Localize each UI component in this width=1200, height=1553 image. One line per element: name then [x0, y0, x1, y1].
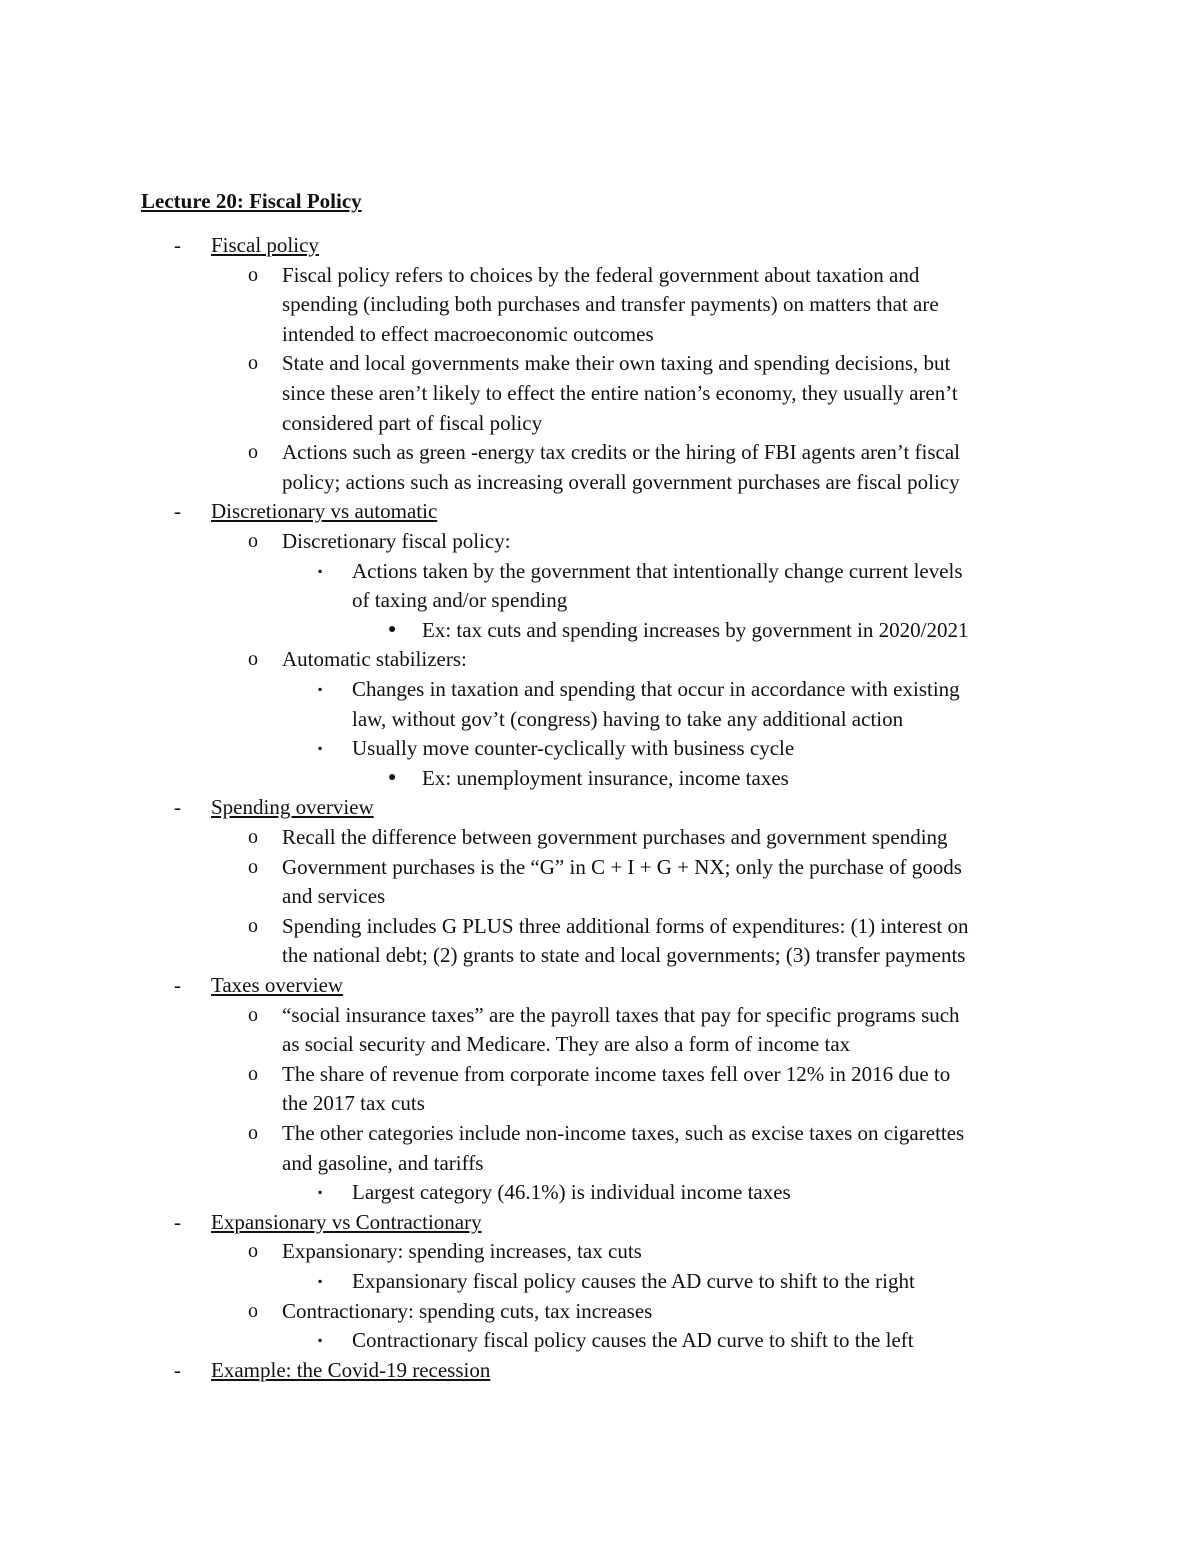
- outline-line-level-3: Contractionary fiscal policy causes the AD curve to shift to the left: [352, 1328, 914, 1353]
- dash-marker: -: [174, 1357, 181, 1382]
- square-bullet-icon: ▪: [318, 1185, 323, 1200]
- circle-bullet-icon: o: [248, 914, 258, 937]
- outline-line-level-2: Spending includes G PLUS three additional forms of expenditures: (1) interest on: [282, 913, 969, 938]
- square-bullet-icon: ▪: [318, 682, 323, 696]
- outline-line-level-2: the 2017 tax cuts: [282, 1091, 425, 1116]
- document-title: Lecture 20: Fiscal Policy: [141, 189, 362, 213]
- outline-line-level-2: The share of revenue from corporate income taxes fell over 12% in 2016 due to: [282, 1061, 951, 1086]
- outline-line-level-4: Ex: unemployment insurance, income taxes: [422, 765, 789, 790]
- section-heading: Fiscal policy: [211, 233, 319, 257]
- dash-marker: -: [174, 233, 181, 257]
- square-bullet-icon: ▪: [318, 1333, 323, 1348]
- circle-bullet-icon: o: [248, 530, 258, 552]
- circle-bullet-icon: o: [248, 352, 258, 375]
- dash-marker: -: [174, 499, 181, 524]
- circle-bullet-icon: o: [248, 1240, 258, 1263]
- outline-line-level-2: Government purchases is the “G” in C + I + G + NX; only the purchase of goods: [282, 854, 962, 879]
- circle-bullet-icon: o: [248, 855, 258, 878]
- outline-line-level-2: Fiscal policy refers to choices by the federal government about taxation and: [282, 262, 920, 287]
- circle-bullet-icon: o: [248, 441, 258, 464]
- outline-line-level-2: State and local governments make their own taxing and spending decisions, but: [282, 351, 951, 376]
- outline-line-level-2: and gasoline, and tariffs: [282, 1150, 484, 1175]
- dash-marker: -: [174, 1209, 181, 1234]
- square-bullet-icon: ▪: [318, 563, 323, 578]
- section-heading: Taxes overview: [211, 973, 344, 997]
- circle-bullet-icon: o: [248, 648, 258, 671]
- outline-line-level-2: Automatic stabilizers:: [282, 647, 467, 672]
- outline-line-level-2: Actions such as green -energy tax credits or the hiring of FBI agents aren’t fiscal: [282, 440, 961, 465]
- outline-line-level-2: and services: [282, 884, 386, 909]
- round-bullet-icon: ●: [388, 769, 397, 785]
- round-bullet-icon: ●: [388, 621, 397, 637]
- section-heading: Expansionary vs Contractionary: [211, 1209, 482, 1234]
- section-heading: Spending overview: [211, 795, 374, 820]
- outline-line-level-2: Recall the difference between government purchases and government spending: [282, 825, 948, 849]
- circle-bullet-icon: o: [248, 263, 258, 286]
- outline-line-level-2: policy; actions such as increasing overall government purchases are fiscal policy: [282, 469, 960, 494]
- outline-line-level-2: “social insurance taxes” are the payroll taxes that pay for specific programs such: [282, 1002, 960, 1027]
- outline-line-level-3: Expansionary fiscal policy causes the AD curve to shift to the right: [352, 1269, 915, 1293]
- square-bullet-icon: ▪: [318, 1274, 323, 1288]
- square-bullet-icon: ▪: [318, 741, 323, 756]
- section-heading: Discretionary vs automatic: [211, 499, 438, 524]
- outline-line-level-3: Actions taken by the government that intentionally change current levels: [352, 558, 963, 583]
- outline-line-level-2: spending (including both purchases and transfer payments) on matters that are: [282, 292, 939, 317]
- circle-bullet-icon: o: [248, 1299, 258, 1322]
- outline-line-level-2: Contractionary: spending cuts, tax increases: [282, 1298, 653, 1323]
- circle-bullet-icon: o: [248, 1003, 258, 1026]
- outline-line-level-2: the national debt; (2) grants to state and local governments; (3) transfer payments: [282, 943, 966, 968]
- circle-bullet-icon: o: [248, 1122, 258, 1144]
- dash-marker: -: [174, 973, 181, 997]
- outline-line-level-2: as social security and Medicare. They are also a form of income tax: [282, 1032, 851, 1057]
- circle-bullet-icon: o: [248, 1062, 258, 1085]
- section-heading: Example: the Covid-19 recession: [211, 1357, 491, 1382]
- outline-line-level-3: Usually move counter-cyclically with business cycle: [352, 736, 795, 761]
- circle-bullet-icon: o: [248, 826, 258, 848]
- outline-line-level-3: Changes in taxation and spending that occur in accordance with existing: [352, 677, 960, 701]
- outline-line-level-2: considered part of fiscal policy: [282, 410, 543, 435]
- outline-line-level-2: Discretionary fiscal policy:: [282, 529, 511, 553]
- outline-line-level-2: intended to effect macroeconomic outcomes: [282, 321, 654, 346]
- outline-line-level-3: law, without gov’t (congress) having to take any additional action: [352, 706, 904, 731]
- outline-line-level-3: Largest category (46.1%) is individual income taxes: [352, 1180, 791, 1205]
- outline-line-level-2: The other categories include non-income taxes, such as excise taxes on cigarettes: [282, 1121, 965, 1145]
- outline-line-level-4: Ex: tax cuts and spending increases by government in 2020/2021: [422, 617, 969, 642]
- outline-line-level-2: since these aren’t likely to effect the entire nation’s economy, they usually aren’t: [282, 381, 958, 405]
- dash-marker: -: [174, 795, 181, 820]
- outline-line-level-3: of taxing and/or spending: [352, 588, 568, 613]
- outline-line-level-2: Expansionary: spending increases, tax cuts: [282, 1239, 642, 1264]
